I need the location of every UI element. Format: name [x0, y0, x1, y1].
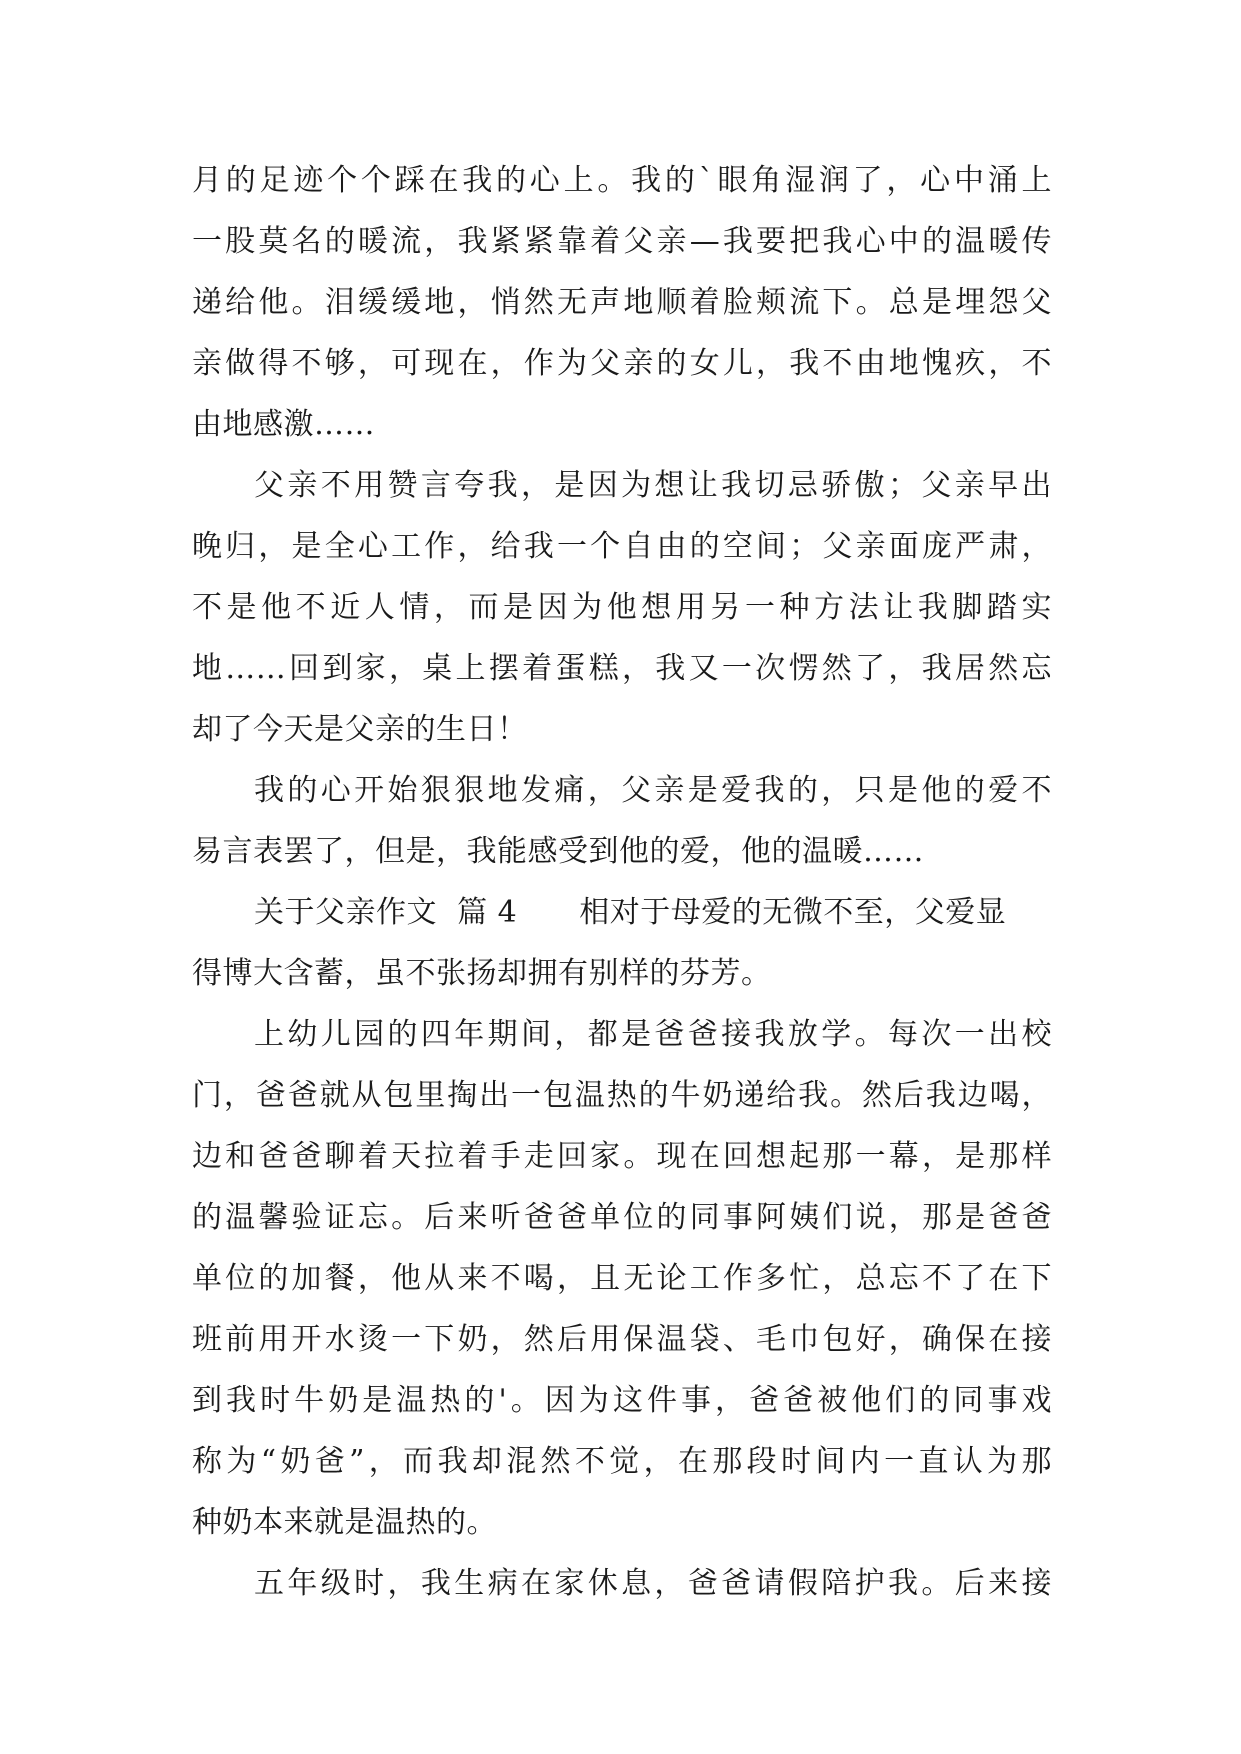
text-line: 亲做得不够，可现在，作为父亲的女儿，我不由地愧疚，不: [192, 346, 1052, 381]
section-heading-line: [254, 883, 1052, 943]
text-line: 却了今天是父亲的生日！: [192, 712, 528, 747]
text-line: 种奶本来就是温热的。: [192, 1505, 497, 1540]
text-line: 我的心开始狠狠地发痛，父亲是爱我的，只是他的爱不: [254, 773, 1052, 808]
text-line: 单位的加餐，他从来不喝，且无论工作多忙，总忘不了在下: [192, 1261, 1052, 1296]
text-line: 月的足迹个个踩在我的心上。我的`眼角湿润了，心中涌上: [192, 163, 1052, 198]
text-line: 门，爸爸就从包里掏出一包温热的牛奶递给我。然后我边喝，: [192, 1078, 1052, 1113]
text-line: 地……回到家，桌上摆着蛋糕，我又一次愣然了，我居然忘: [192, 651, 1052, 686]
text-line: 不是他不近人情，而是因为他想用另一种方法让我脚踏实: [192, 590, 1052, 625]
text-line: 一股莫名的暖流，我紧紧靠着父亲—我要把我心中的温暖传: [192, 224, 1052, 259]
text-line: 的温馨验证忘。后来听爸爸单位的同事阿姨们说，那是爸爸: [192, 1200, 1052, 1235]
text-line: 到我时牛奶是温热的'。因为这件事，爸爸被他们的同事戏: [192, 1383, 1052, 1418]
text-line: 递给他。泪缓缓地，悄然无声地顺着脸颊流下。总是埋怨父: [192, 285, 1052, 320]
text-line: 由地感激……: [192, 407, 375, 442]
section-heading-title: 关于父亲作文: [254, 895, 437, 930]
text-line: 边和爸爸聊着天拉着手走回家。现在回想起那一幕，是那样: [192, 1139, 1052, 1174]
text-line: 易言表罢了，但是，我能感受到他的爱，他的温暖……: [192, 834, 924, 869]
text-line: 上幼儿园的四年期间，都是爸爸接我放学。每次一出校: [254, 1017, 1052, 1052]
text-line: 班前用开水烫一下奶，然后用保温袋、毛巾包好，确保在接: [192, 1322, 1052, 1357]
text-line: 称为“奶爸”，而我却混然不觉，在那段时间内一直认为那: [192, 1444, 1052, 1479]
text-line: 晚归，是全心工作，给我一个自由的空间；父亲面庞严肃，: [192, 529, 1052, 564]
section-heading-number: 篇 4: [457, 895, 518, 930]
text-line: 五年级时，我生病在家休息，爸爸请假陪护我。后来接: [254, 1566, 1052, 1601]
text-line: 父亲不用赞言夸我，是因为想让我切忌骄傲；父亲早出: [254, 468, 1052, 503]
text-span: 相对于母爱的无微不至，父爱显: [579, 895, 1007, 930]
text-line: 得博大含蓄，虽不张扬却拥有别样的芬芳。: [192, 956, 772, 991]
